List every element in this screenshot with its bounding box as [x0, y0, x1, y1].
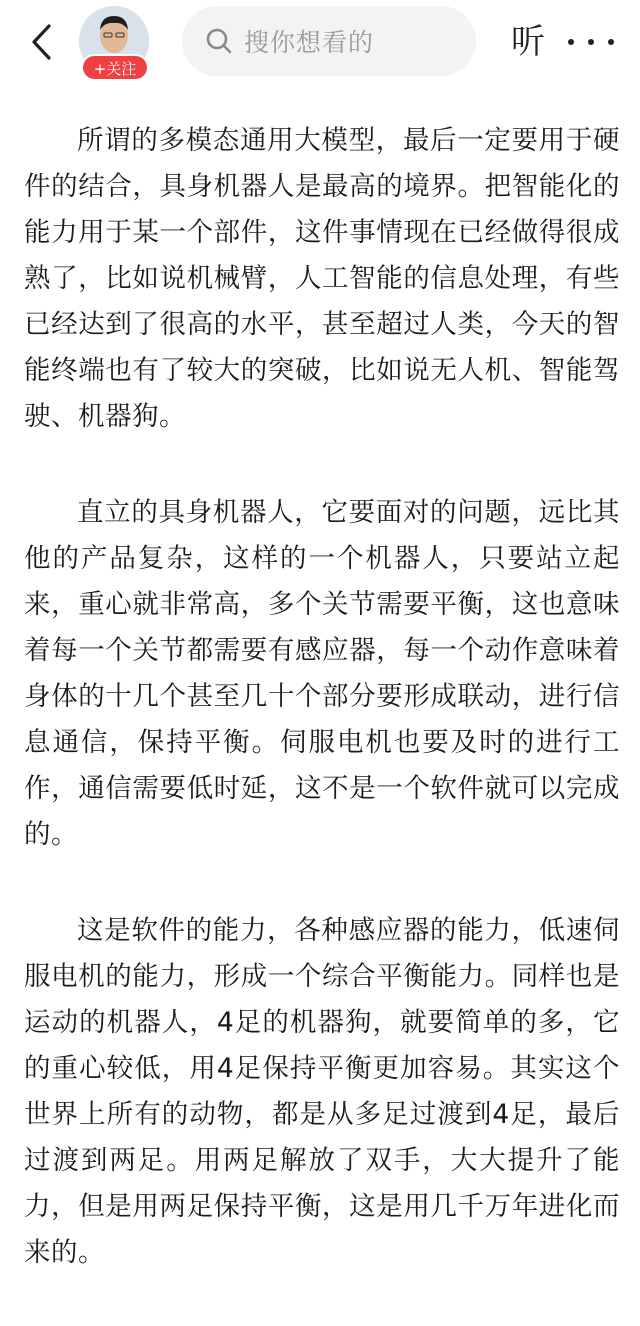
article-body [24, 118, 620, 1326]
back-button[interactable] [22, 18, 62, 66]
search-placeholder: 搜你想看的 [244, 28, 375, 57]
search-input[interactable] [182, 6, 476, 76]
search-icon [204, 26, 234, 56]
author-avatar-group[interactable] [79, 6, 151, 78]
more-dot [608, 39, 614, 45]
follow-button[interactable]: +关注 [81, 54, 149, 81]
article-paragraph: 直立的具身机器人，它要面对的问题，远比其他的产品复杂，这样的一个机器人，只要站立起来，重心就非常高，多个关节需要平衡，这也意味着每一个关节都需要有感应器，每一个动作意味着身体的十几个甚至几十个部分要形成联动，进行信息通信，保持平衡。伺服电机也要及时的进行工作，通信需要低时延，这不是一个软件就可以完成的。 [24, 497, 620, 850]
listen-button[interactable]: 听 [511, 22, 545, 62]
article-paragraph: 这是软件的能力，各种感应器的能力，低速伺服电机的能力，形成一个综合平衡能力。同样也是运动的机器人，4足的机器狗，就要简单的多，它的重心较低，用4足保持平衡更加容易。其实这个世界上所有的动物，都是从多足过渡到4足，最后过渡到两足。用两足解放了双手，大大提升了能力，但是用两足保持平衡，这是用几千万年进化而来的。 [24, 915, 620, 1268]
chevron-left-icon [29, 22, 55, 62]
more-dot [588, 39, 594, 45]
article-paragraph: 所谓的多模态通用大模型，最后一定要用于硬件的结合，具身机器人是最高的境界。把智能化的能力用于某一个部件，这件事情现在已经做得很成熟了，比如说机械臂，人工智能的信息处理，有些已经达到了很高的水平，甚至超过人类，今天的智能终端也有了较大的突破，比如说无人机、智能驾驶、机器狗。 [24, 125, 620, 432]
more-dot [568, 39, 574, 45]
top-navigation-bar [0, 0, 640, 84]
more-button[interactable] [568, 22, 614, 62]
